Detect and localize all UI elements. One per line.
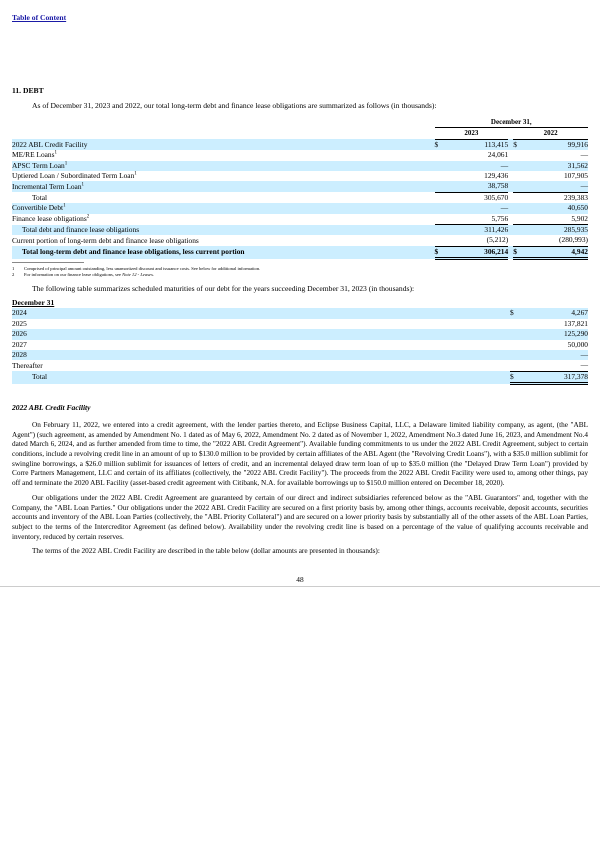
value-2022: 4,942	[526, 246, 588, 258]
value-2022: —	[526, 181, 588, 192]
value-2023: 305,670	[447, 192, 508, 203]
value-2022: —	[580, 150, 588, 160]
table-row-total	[12, 371, 588, 383]
dollar-sign: $	[513, 246, 525, 258]
value-2023: 5,756	[491, 213, 509, 223]
footnote-ref: 1	[54, 150, 57, 156]
row-label: Uptiered Loan / Subordinated Term Loan$^1$	[12, 171, 137, 181]
row-value: 125,290	[522, 329, 588, 339]
dollar-sign: $	[510, 308, 522, 318]
table-row	[12, 319, 588, 329]
value-2023: 38,758	[447, 181, 508, 192]
table-row	[12, 329, 588, 339]
footnote-ref: 1	[64, 161, 68, 167]
row-label: Incremental Term Loan$^1$	[12, 181, 435, 192]
table-row	[12, 350, 588, 360]
maturities-intro-text: The following table summarizes scheduled maturities of our debt for the years succeeding December 31, 2023 (in thousands):	[32, 284, 415, 293]
table-row-total	[12, 246, 588, 258]
maturities-header: December 31	[12, 298, 55, 307]
column-header-2023: 2023	[435, 128, 509, 139]
row-value: —	[580, 360, 588, 370]
table-row	[12, 161, 588, 171]
table-row	[12, 214, 588, 225]
maturities-table	[12, 298, 588, 385]
row-label: Current portion of long-term debt and finance lease obligations	[12, 235, 199, 245]
value-2023: —	[447, 161, 508, 171]
row-label: 2024	[12, 308, 510, 318]
dollar-sign: $	[510, 371, 522, 383]
table-row	[12, 192, 588, 203]
row-label: Convertible Debt$^1$	[12, 203, 435, 213]
value-2023: (5,212)	[486, 235, 509, 245]
row-label: ME/RE Loans$^1$	[12, 150, 57, 160]
value-2022: 5,902	[571, 213, 588, 223]
row-label: Total	[32, 192, 48, 202]
table-row	[12, 235, 588, 246]
row-label: APSC Term Loan$^1$	[12, 161, 435, 171]
table-row	[12, 203, 588, 213]
footnote-text: Comprised of principal amount outstanding, less unamortized discount and issuance costs. See below for additional information.	[24, 266, 261, 271]
table-row	[12, 308, 588, 318]
table-row	[12, 360, 588, 371]
footnotes	[12, 266, 260, 277]
value-2022: 40,650	[526, 203, 588, 213]
table-row	[12, 150, 588, 160]
table-of-content-link[interactable]: Table of Content	[12, 13, 67, 22]
table-row	[12, 340, 588, 350]
value-2022: 99,916	[526, 139, 588, 150]
table-row	[12, 171, 588, 181]
footnote-ref: 1	[63, 203, 66, 209]
row-label: 2026	[12, 329, 510, 339]
footnote-ref: 2	[86, 214, 90, 220]
value-2022: (280,993)	[559, 235, 588, 245]
row-label: Total	[12, 371, 510, 383]
footnote-ref: 1	[134, 171, 137, 177]
table-row	[12, 225, 588, 236]
row-label: Total long-term debt and finance lease obligations, less current portion	[12, 246, 435, 258]
row-label: Total debt and finance lease obligations	[12, 225, 435, 236]
footnote-end: .	[152, 271, 155, 277]
page-number: 48	[296, 575, 304, 584]
abl-paragraph-1: On February 11, 2022, we entered into a credit agreement, with the lender parties thereto, and Eclipse Business Capital, LLC, a Delaware limited liability company, as agent, (the "ABL Agent") (such agreement, as amended by Amendment No. 1 dated as of May 6, 2022, Amendment No. 2 dated as of November 1, 2022, Amendment No.3 dated June 16, 2023, and Amendment No.4 dated March 6, 2024, and as further amended from time to time, the "2022 ABL Credit Agreement"). Available funding commitments to us under the 2022 ABL Credit Agreement, subject to certain conditions, include a revolving credit line in an amount of up to $130.0 million to be provided by certain affiliates of the ABL Agent (the "Revolving Credit Loans"), with a $35.0 million sublimit for swingline borrowings, a $26.0 million sublimit for issuances of letters of credit, and an incremental delayed draw term loan of up to $35.0 million (the "Delayed Draw Term Loan") provided by Corre Partners Management, LLC and certain of its affiliates (collectively, the "2022 ABL Credit Facility"). The proceeds from the 2022 ABL Credit Facility were used to, among other things, pay off and terminate the 2020 ABL Facility (asset-based credit agreement with Citibank, N.A. for available borrowings up to $150.0 million entered on December 18, 2020).	[12, 421, 588, 487]
value-2023: 113,415	[447, 139, 508, 150]
value-2023: —	[447, 203, 508, 213]
row-value: —	[522, 350, 588, 360]
page-divider	[0, 586, 600, 587]
value-2022: 239,383	[526, 192, 588, 203]
dollar-sign: $	[435, 139, 447, 150]
abl-subheading: 2022 ABL Credit Facility	[12, 403, 91, 412]
table-header-december: December 31,	[435, 117, 588, 128]
debt-intro-text: As of December 31, 2023 and 2022, our total long-term debt and finance lease obligations are summarized as follows (in thousands):	[32, 101, 437, 110]
value-2023: 311,426	[447, 225, 508, 236]
row-value: 4,267	[522, 308, 588, 318]
row-value: 50,000	[567, 339, 588, 349]
value-2022: 285,935	[526, 225, 588, 236]
row-value: 137,821	[563, 318, 588, 328]
footnote-number: 2	[12, 271, 15, 277]
note-reference: Note 12 - Leases	[122, 271, 153, 277]
debt-summary-table	[12, 117, 588, 260]
section-title: 11. DEBT	[12, 86, 44, 95]
row-label: Finance lease obligations$^2$	[12, 213, 90, 223]
row-label: 2027	[12, 339, 27, 349]
table-row	[12, 139, 588, 150]
abl-paragraph-3: The terms of the 2022 ABL Credit Facility are described in the table below (dollar amounts are presented in thousands):	[32, 547, 380, 556]
value-2023: 24,061	[487, 150, 509, 160]
footnote-text: For information on our finance lease obligations, see	[24, 271, 123, 277]
value-2022: 31,562	[526, 161, 588, 171]
footnote-divider	[12, 262, 84, 263]
footnote-ref: 1	[81, 182, 85, 188]
column-header-2022: 2022	[513, 128, 588, 139]
dollar-sign: $	[435, 246, 447, 258]
row-value: 317,378	[522, 371, 588, 383]
footnote-number: 1	[12, 266, 15, 271]
abl-paragraph-2: Our obligations under the 2022 ABL Credit Agreement are guaranteed by certain of our direct and indirect subsidiaries referenced below as the "ABL Guarantors" and, together with the Company, the "ABL Loan Parties." Our obligations under the 2022 ABL Credit Facility are secured on a first priority basis by, among other things, accounts receivable, deposit accounts, securities accounts and inventory of the ABL Loan Parties (collectively, the "ABL Priority Collateral") and are secured on a lower priority basis by substantially all of the other assets of the ABL Loan Parties, subject to the terms of the Intercreditor Agreement (as defined below). Availability under the revolving credit line is based on a percentage of the value of qualifying accounts receivable and inventory, reduced by certain reserves.	[12, 494, 588, 541]
value-2023: 306,214	[447, 246, 508, 258]
dollar-sign: $	[513, 139, 525, 150]
row-label: 2028	[12, 350, 510, 360]
value-2022: 107,905	[563, 171, 588, 181]
row-label: 2025	[12, 318, 27, 328]
footnote-2	[12, 272, 260, 278]
row-label: 2022 ABL Credit Facility	[12, 139, 435, 150]
table-row	[12, 181, 588, 192]
value-2023: 129,436	[484, 171, 509, 181]
row-label: Thereafter	[12, 360, 43, 370]
